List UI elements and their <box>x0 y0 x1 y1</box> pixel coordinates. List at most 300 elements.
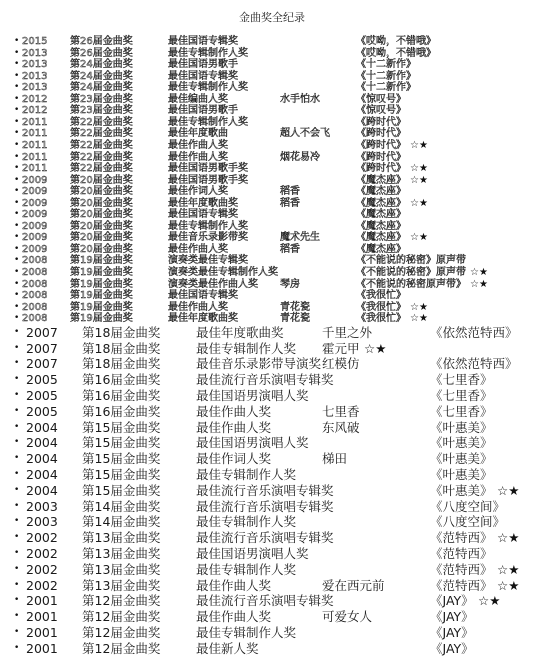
row-edition: 第13届金曲奖 <box>82 545 161 561</box>
row-bullet: • <box>14 82 20 93</box>
row-album: 《七里香》 <box>430 387 493 403</box>
row-year: 2008 <box>22 267 48 278</box>
row-edition: 第19届金曲奖 <box>70 301 133 313</box>
row-album: 《范特西》 <box>430 530 493 546</box>
row-bullet: • <box>14 139 20 150</box>
row-bullet: • <box>14 47 20 58</box>
award-row <box>0 267 544 279</box>
award-row <box>0 451 544 467</box>
row-award: 演奏类最佳作曲人奖 <box>168 278 258 290</box>
row-edition: 第15届金曲奖 <box>82 451 161 467</box>
row-edition: 第14届金曲奖 <box>82 498 161 514</box>
row-edition: 第20届金曲奖 <box>70 197 133 209</box>
star-rating-icon: ☆★ <box>497 530 520 546</box>
row-album: 《魔杰座》 <box>356 220 406 232</box>
row-album: 《跨时代》 <box>356 163 406 175</box>
row-edition: 第22届金曲奖 <box>70 151 133 163</box>
row-bullet: • <box>14 405 20 416</box>
row-year: 2001 <box>26 640 58 656</box>
row-album: 《七里香》 <box>430 372 493 388</box>
award-row <box>0 609 544 625</box>
row-year: 2009 <box>22 197 48 209</box>
row-award: 最佳国语专辑奖 <box>168 209 238 221</box>
row-bullet: • <box>14 243 20 254</box>
row-bullet: • <box>14 255 20 266</box>
row-award: 最佳流行音乐演唱专辑奖 <box>196 530 334 546</box>
row-bullet: • <box>14 484 20 495</box>
award-row <box>0 232 544 244</box>
row-edition: 第15届金曲奖 <box>82 466 161 482</box>
row-award: 最佳流行音乐演唱专辑奖 <box>196 593 334 609</box>
row-song: 稻香 <box>280 186 300 198</box>
row-song: 红模仿 <box>322 356 360 372</box>
row-year: 2011 <box>22 128 48 140</box>
row-year: 2004 <box>26 435 58 451</box>
award-row <box>0 593 544 609</box>
row-bullet: • <box>14 642 20 653</box>
row-edition: 第13届金曲奖 <box>82 561 161 577</box>
row-edition: 第14届金曲奖 <box>82 514 161 530</box>
row-year: 2013 <box>22 47 48 59</box>
star-rating-icon: ☆★ <box>410 301 428 313</box>
row-year: 2004 <box>26 419 58 435</box>
row-album: 《惊叹号》 <box>356 105 406 117</box>
row-bullet: • <box>14 468 20 479</box>
award-row <box>0 36 544 48</box>
row-album: 《我很忙》 <box>356 313 406 325</box>
row-year: 2013 <box>22 59 48 71</box>
star-rating-icon: ☆★ <box>364 340 387 356</box>
award-row <box>0 152 544 164</box>
star-rating-icon: ☆★ <box>497 561 520 577</box>
star-rating-icon: ☆★ <box>497 577 520 593</box>
row-award: 最佳年度歌曲奖 <box>168 197 238 209</box>
row-year: 2011 <box>22 116 48 128</box>
row-bullet: • <box>14 358 20 369</box>
row-bullet: • <box>14 563 20 574</box>
row-song: 霍元甲 <box>322 340 360 356</box>
row-award: 最佳国语男演唱人奖 <box>196 545 309 561</box>
row-year: 2008 <box>22 278 48 290</box>
row-award: 最佳专辑制作人奖 <box>196 561 297 577</box>
row-award: 最佳专辑制作人奖 <box>168 82 248 94</box>
row-year: 2011 <box>22 151 48 163</box>
row-bullet: • <box>14 389 20 400</box>
row-edition: 第20届金曲奖 <box>70 243 133 255</box>
award-row <box>0 341 544 357</box>
row-award: 最佳国语男歌手奖 <box>168 174 248 186</box>
row-bullet: • <box>14 220 20 231</box>
star-rating-icon: ☆★ <box>410 313 428 325</box>
award-row <box>0 562 544 578</box>
row-album: 《叶惠美》 <box>430 466 493 482</box>
row-album: 《十二新作》 <box>356 59 416 71</box>
row-edition: 第26届金曲奖 <box>70 36 133 47</box>
row-bullet: • <box>14 116 20 127</box>
row-award: 最佳流行音乐演唱专辑奖 <box>196 482 334 498</box>
row-edition: 第19届金曲奖 <box>70 290 133 302</box>
star-rating-icon: ☆★ <box>410 139 428 151</box>
row-bullet: • <box>14 579 20 590</box>
row-award: 最佳国语男演唱人奖 <box>196 435 309 451</box>
row-year: 2009 <box>22 186 48 198</box>
award-row <box>0 175 544 187</box>
row-bullet: • <box>14 105 20 116</box>
row-album: 《跨时代》 <box>356 116 406 128</box>
award-row <box>0 641 544 657</box>
row-song: 烟花易冷 <box>280 151 320 163</box>
row-edition: 第20届金曲奖 <box>70 186 133 198</box>
row-album: 《七里香》 <box>430 403 493 419</box>
row-edition: 第13届金曲奖 <box>82 577 161 593</box>
award-row <box>0 279 544 291</box>
star-rating-icon: ☆★ <box>410 232 428 244</box>
row-award: 最佳年度歌曲奖 <box>196 324 284 340</box>
row-year: 2015 <box>22 36 48 47</box>
row-album: 《我很忙》 <box>356 301 406 313</box>
row-award: 最佳作曲人奖 <box>196 403 272 419</box>
row-edition: 第20届金曲奖 <box>70 220 133 232</box>
row-year: 2009 <box>22 174 48 186</box>
row-album: 《魔杰座》 <box>356 243 406 255</box>
row-album: 《魔杰座》 <box>356 174 406 186</box>
row-award: 最佳作词人奖 <box>168 186 228 198</box>
row-bullet: • <box>14 278 20 289</box>
row-bullet: • <box>14 516 20 527</box>
row-year: 2011 <box>22 163 48 175</box>
row-edition: 第16届金曲奖 <box>82 387 161 403</box>
row-year: 2009 <box>22 243 48 255</box>
row-edition: 第18届金曲奖 <box>82 340 161 356</box>
row-year: 2009 <box>22 232 48 244</box>
row-year: 2007 <box>26 324 58 340</box>
row-bullet: • <box>14 326 20 337</box>
row-year: 2007 <box>26 356 58 372</box>
row-album: 《魔杰座》 <box>356 209 406 221</box>
row-album: 《跨时代》 <box>356 151 406 163</box>
row-award: 最佳专辑制作人奖 <box>196 340 297 356</box>
row-bullet: • <box>14 163 20 174</box>
row-bullet: • <box>14 313 20 324</box>
award-row <box>0 59 544 71</box>
row-year: 2008 <box>22 255 48 267</box>
star-rating-icon: ☆★ <box>478 593 501 609</box>
row-edition: 第22届金曲奖 <box>70 163 133 175</box>
star-rating-icon: ☆★ <box>470 267 488 278</box>
row-edition: 第20届金曲奖 <box>70 209 133 221</box>
row-edition: 第23届金曲奖 <box>70 105 133 117</box>
award-row <box>0 140 544 152</box>
row-album: 《依然范特西》 <box>430 324 518 340</box>
row-year: 2004 <box>26 451 58 467</box>
row-edition: 第16届金曲奖 <box>82 372 161 388</box>
award-row <box>0 198 544 210</box>
row-award: 最佳作曲人奖 <box>168 151 228 163</box>
row-award: 最佳国语男歌手 <box>168 59 238 71</box>
award-row <box>0 420 544 436</box>
row-bullet: • <box>14 421 20 432</box>
row-year: 2012 <box>22 105 48 117</box>
row-song: 梯田 <box>322 451 348 467</box>
row-album: 《八度空间》 <box>430 514 506 530</box>
award-row <box>0 186 544 198</box>
row-edition: 第26届金曲奖 <box>70 47 133 59</box>
row-year: 2003 <box>26 498 58 514</box>
award-row <box>0 514 544 530</box>
row-year: 2005 <box>26 372 58 388</box>
award-row <box>0 163 544 175</box>
row-award: 最佳作曲人奖 <box>196 577 272 593</box>
award-row <box>0 71 544 83</box>
star-rating-icon: ☆★ <box>470 278 488 290</box>
award-row <box>0 372 544 388</box>
star-rating-icon: ☆★ <box>497 482 520 498</box>
row-edition: 第22届金曲奖 <box>70 128 133 140</box>
row-edition: 第24届金曲奖 <box>70 82 133 94</box>
row-bullet: • <box>14 374 20 385</box>
row-album: 《叶惠美》 <box>430 419 493 435</box>
row-award: 最佳专辑制作人奖 <box>168 116 248 128</box>
row-edition: 第13届金曲奖 <box>82 530 161 546</box>
row-album: 《不能说的秘密》原声带 <box>356 267 466 278</box>
row-award: 最佳作曲人奖 <box>196 419 272 435</box>
row-bullet: • <box>14 626 20 637</box>
row-year: 2005 <box>26 403 58 419</box>
row-song: 千里之外 <box>322 324 373 340</box>
row-bullet: • <box>14 151 20 162</box>
row-award: 最佳年度歌曲奖 <box>168 313 238 325</box>
row-album: 《魔杰座》 <box>356 232 406 244</box>
row-song: 稻香 <box>280 197 300 209</box>
row-award: 演奏类最佳专辑制作人奖 <box>168 267 278 278</box>
row-bullet: • <box>14 197 20 208</box>
row-year: 2013 <box>22 70 48 82</box>
row-album: 《魔杰座》 <box>356 186 406 198</box>
row-year: 2009 <box>22 220 48 232</box>
row-bullet: • <box>14 186 20 197</box>
row-bullet: • <box>14 595 20 606</box>
row-album: 《哎呦，不错哦》 <box>356 36 436 47</box>
row-song: 青花瓷 <box>280 301 310 313</box>
row-year: 2012 <box>22 93 48 105</box>
row-edition: 第19届金曲奖 <box>70 313 133 325</box>
award-row <box>0 255 544 267</box>
row-edition: 第22届金曲奖 <box>70 139 133 151</box>
row-edition: 第20届金曲奖 <box>70 232 133 244</box>
row-album: 《我很忙》 <box>356 290 406 302</box>
row-award: 最佳专辑制作人奖 <box>168 47 248 59</box>
row-year: 2001 <box>26 593 58 609</box>
row-album: 《范特西》 <box>430 545 493 561</box>
row-song: 爱在西元前 <box>322 577 385 593</box>
award-row <box>0 499 544 515</box>
award-row <box>0 356 544 372</box>
row-year: 2002 <box>26 545 58 561</box>
award-row <box>0 435 544 451</box>
row-edition: 第18届金曲奖 <box>82 356 161 372</box>
award-row <box>0 290 544 302</box>
award-row <box>0 388 544 404</box>
row-album: 《跨时代》 <box>356 128 406 140</box>
star-rating-icon: ☆★ <box>410 174 428 186</box>
row-year: 2013 <box>22 82 48 94</box>
row-edition: 第15届金曲奖 <box>82 419 161 435</box>
row-bullet: • <box>14 70 20 81</box>
row-year: 2009 <box>22 209 48 221</box>
row-award: 演奏类最佳专辑奖 <box>168 255 248 267</box>
page-title: 金曲奖全纪录 <box>239 11 305 24</box>
row-award: 最佳年度歌曲 <box>168 128 228 140</box>
row-bullet: • <box>14 93 20 104</box>
row-award: 最佳流行音乐演唱专辑奖 <box>196 498 334 514</box>
row-bullet: • <box>14 500 20 511</box>
row-song: 琴房 <box>280 278 300 290</box>
award-row <box>0 313 544 325</box>
row-bullet: • <box>14 342 20 353</box>
row-year: 2008 <box>22 290 48 302</box>
row-song: 可爱女人 <box>322 609 373 625</box>
row-award: 最佳专辑制作人奖 <box>196 466 297 482</box>
award-row <box>0 105 544 117</box>
row-bullet: • <box>14 209 20 220</box>
row-award: 最佳作曲人奖 <box>168 243 228 255</box>
row-song: 七里香 <box>322 403 360 419</box>
row-edition: 第23届金曲奖 <box>70 93 133 105</box>
row-album: 《JAY》 <box>430 624 474 640</box>
row-edition: 第19届金曲奖 <box>70 267 133 278</box>
row-song: 超人不会飞 <box>280 128 330 140</box>
award-row <box>0 48 544 60</box>
award-row <box>0 302 544 314</box>
row-album: 《范特西》 <box>430 577 493 593</box>
row-bullet: • <box>14 547 20 558</box>
row-award: 最佳音乐录影带导演奖 <box>196 356 322 372</box>
row-edition: 第20届金曲奖 <box>70 174 133 186</box>
award-row <box>0 483 544 499</box>
row-award: 最佳国语男歌手奖 <box>168 163 248 175</box>
row-edition: 第24届金曲奖 <box>70 59 133 71</box>
row-album: 《十二新作》 <box>356 70 416 82</box>
row-award: 最佳流行音乐演唱专辑奖 <box>196 372 334 388</box>
row-bullet: • <box>14 611 20 622</box>
award-row <box>0 404 544 420</box>
row-album: 《跨时代》 <box>356 139 406 151</box>
award-row <box>0 117 544 129</box>
row-bullet: • <box>14 174 20 185</box>
row-award: 最佳新人奖 <box>196 640 259 656</box>
row-edition: 第24届金曲奖 <box>70 70 133 82</box>
award-row <box>0 128 544 140</box>
row-bullet: • <box>14 301 20 312</box>
row-year: 2011 <box>22 139 48 151</box>
row-year: 2002 <box>26 561 58 577</box>
row-edition: 第19届金曲奖 <box>70 278 133 290</box>
award-row <box>0 82 544 94</box>
row-album: 《叶惠美》 <box>430 482 493 498</box>
row-year: 2008 <box>22 313 48 325</box>
row-bullet: • <box>14 59 20 70</box>
row-edition: 第12届金曲奖 <box>82 624 161 640</box>
row-album: 《叶惠美》 <box>430 451 493 467</box>
row-year: 2001 <box>26 609 58 625</box>
row-album: 《叶惠美》 <box>430 435 493 451</box>
row-album: 《八度空间》 <box>430 498 506 514</box>
row-edition: 第18届金曲奖 <box>82 324 161 340</box>
row-album: 《魔杰座》 <box>356 197 406 209</box>
row-year: 2005 <box>26 387 58 403</box>
row-edition: 第19届金曲奖 <box>70 255 133 267</box>
row-song: 稻香 <box>280 243 300 255</box>
row-album: 《JAY》 <box>430 609 474 625</box>
row-award: 最佳作词人奖 <box>196 451 272 467</box>
row-year: 2002 <box>26 577 58 593</box>
row-album: 《JAY》 <box>430 640 474 656</box>
row-song: 青花瓷 <box>280 313 310 325</box>
row-award: 最佳专辑制作人奖 <box>196 624 297 640</box>
row-year: 2003 <box>26 514 58 530</box>
award-row <box>0 221 544 233</box>
star-rating-icon: ☆★ <box>410 163 428 175</box>
row-album: 《不能说的秘密原声带》 <box>356 278 466 290</box>
row-album: 《JAY》 <box>430 593 474 609</box>
award-row <box>0 94 544 106</box>
row-bullet: • <box>14 36 20 46</box>
star-rating-icon: ☆★ <box>410 197 428 209</box>
row-song: 水手怕水 <box>280 93 320 105</box>
row-award: 最佳作曲人奖 <box>168 301 228 313</box>
row-edition: 第22届金曲奖 <box>70 116 133 128</box>
row-year: 2004 <box>26 466 58 482</box>
row-year: 2002 <box>26 530 58 546</box>
row-album: 《哎呦，不错哦》 <box>356 47 436 59</box>
row-bullet: • <box>14 128 20 139</box>
row-bullet: • <box>14 453 20 464</box>
award-row <box>0 325 544 341</box>
row-award: 最佳国语男歌手 <box>168 105 238 117</box>
row-award: 最佳国语专辑奖 <box>168 36 238 47</box>
row-bullet: • <box>14 267 20 277</box>
row-edition: 第12届金曲奖 <box>82 609 161 625</box>
row-year: 2001 <box>26 624 58 640</box>
row-edition: 第16届金曲奖 <box>82 403 161 419</box>
row-award: 最佳编曲人奖 <box>168 93 228 105</box>
row-award: 最佳音乐录影带奖 <box>168 232 248 244</box>
row-bullet: • <box>14 232 20 243</box>
row-album: 《惊叹号》 <box>356 93 406 105</box>
award-row <box>0 578 544 594</box>
row-bullet: • <box>14 437 20 448</box>
row-song: 魔术先生 <box>280 232 320 244</box>
award-row <box>0 546 544 562</box>
row-award: 最佳国语男演唱人奖 <box>196 387 309 403</box>
row-year: 2004 <box>26 482 58 498</box>
award-row <box>0 467 544 483</box>
row-award: 最佳作曲人奖 <box>168 139 228 151</box>
row-album: 《依然范特西》 <box>430 356 518 372</box>
row-award: 最佳国语专辑奖 <box>168 290 238 302</box>
row-bullet: • <box>14 290 20 301</box>
row-award: 最佳专辑制作人奖 <box>168 220 248 232</box>
row-album: 《十二新作》 <box>356 82 416 94</box>
row-edition: 第12届金曲奖 <box>82 640 161 656</box>
award-row <box>0 244 544 256</box>
row-award: 最佳作曲人奖 <box>196 609 272 625</box>
row-album: 《范特西》 <box>430 561 493 577</box>
row-song: 东风破 <box>322 419 360 435</box>
award-row <box>0 530 544 546</box>
award-row <box>0 209 544 221</box>
award-row <box>0 625 544 641</box>
